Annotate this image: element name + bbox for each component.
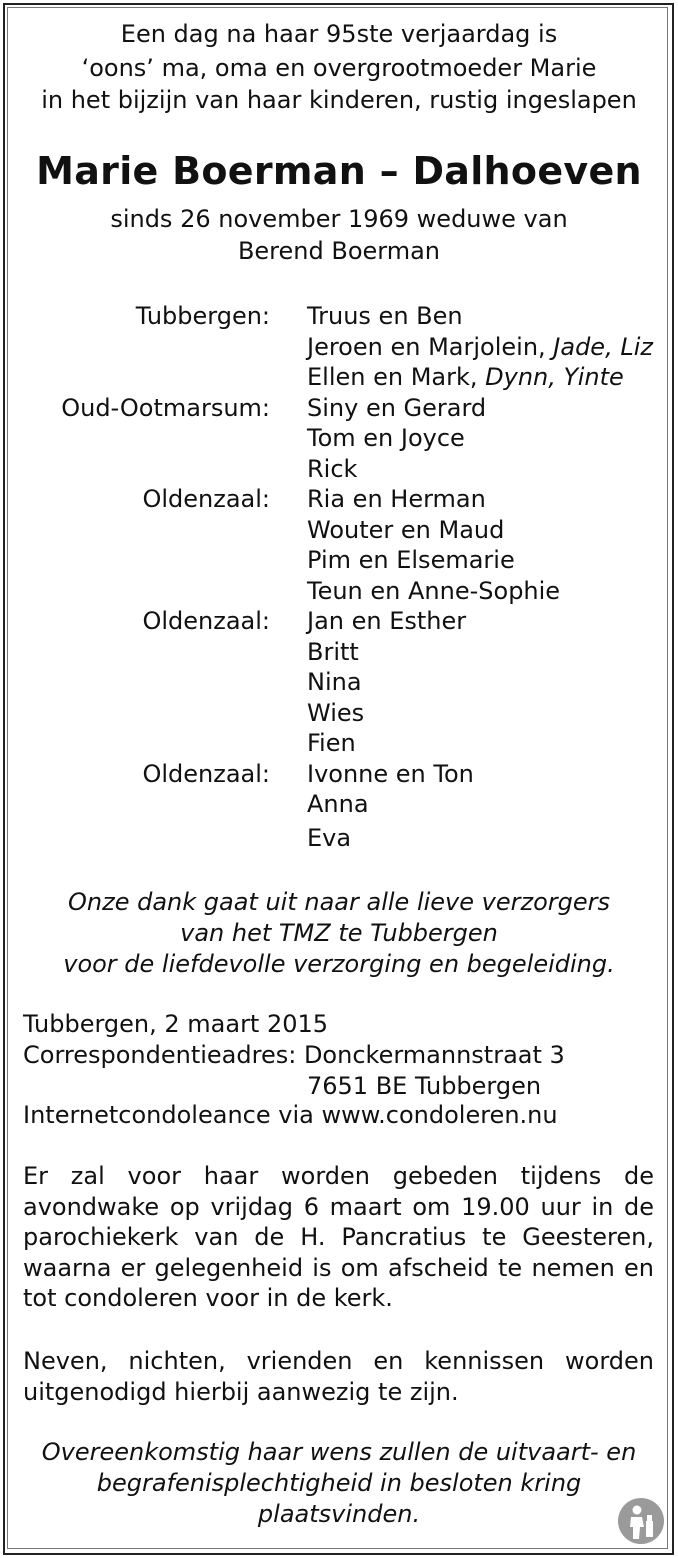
correspondence-line: [23, 1040, 565, 1070]
family-member-names: Anna: [307, 790, 369, 818]
family-member-names: Pim en Elsemarie: [307, 546, 515, 574]
family-member-names: Jeroen en Marjolein,: [307, 332, 554, 361]
intro-line-3: in het bijzijn van haar kinderen, rustig ingeslapen: [41, 86, 637, 114]
family-member: [307, 362, 624, 392]
family-member-names: Fien: [307, 729, 356, 757]
family-member-names: Tom en Joyce: [307, 424, 465, 452]
correspondence-street: Donckermannstraat 3: [303, 1041, 565, 1069]
invite-paragraph: Neven, nichten, vrienden en kennissen worden uitgenodigd hierbij aanwezig te zijn.: [23, 1347, 654, 1406]
correspondence-postal: 7651 BE Tubbergen: [307, 1072, 542, 1100]
condolence-line: Internetcondoleance via www.condoleren.nu: [23, 1101, 558, 1129]
family-member-names: Ria en Herman: [307, 485, 486, 513]
family-member-names: Wouter en Maud: [307, 515, 505, 544]
family-place: Oldenzaal:: [142, 485, 270, 513]
family-member: [307, 393, 486, 423]
family-place: Tubbergen:: [135, 302, 270, 330]
family-member-names: Wies: [307, 698, 365, 727]
family-member: [307, 515, 504, 545]
deceased-name: Marie Boerman – Dalhoeven: [36, 149, 642, 193]
family-place: Oud-Ootmarsum:: [61, 393, 270, 422]
family-member-names: Ellen en Mark,: [307, 363, 486, 391]
family-member: [307, 606, 466, 636]
family-member-names: Rick: [307, 454, 358, 483]
family-place: Oldenzaal:: [142, 759, 270, 788]
family-member: [307, 789, 369, 819]
family-member-names: Jan en Esther: [307, 607, 467, 635]
correspondence-label: Correspondentieadres:: [23, 1041, 304, 1069]
thanks-line-3: voor de liefdevolle verzorging en begeleiding.: [63, 950, 615, 978]
family-member: [307, 423, 465, 453]
family-member: [307, 637, 359, 667]
thanks-line-1: Onze dank gaat uit naar alle lieve verzorgers: [68, 888, 610, 916]
widow-line-1: sinds 26 november 1969 weduwe van: [110, 205, 568, 233]
family-member: [307, 545, 515, 575]
condoleren-logo-icon: [617, 1497, 665, 1545]
family-place: Oldenzaal:: [142, 607, 270, 635]
family-member: [307, 576, 560, 606]
vigil-paragraph: Er zal voor haar worden gebeden tijdens de avondwake op vrijdag 6 maart om 19.00 uur in de parochiekerk van de H. Pancratius te Geesteren, waarna er gelegenheid is om afscheid te nemen en tot condoleren voor in de kerk.: [23, 1162, 654, 1313]
family-member-names: Siny en Gerard: [307, 393, 487, 422]
widow-line-2: Berend Boerman: [237, 237, 441, 265]
family-member-names: Nina: [307, 668, 362, 696]
family-member-names: Ivonne en Ton: [307, 759, 474, 788]
family-member: [307, 667, 362, 697]
family-member-names: Britt: [307, 637, 359, 666]
family-member: [307, 728, 356, 758]
family-member-names: Truus en Ben: [307, 302, 463, 330]
family-member: [307, 823, 351, 853]
intro-line-1: Een dag na haar 95ste verjaardag is: [120, 20, 558, 48]
closing-paragraph: Overeenkomstig haar wens zullen de uitvaart- en begrafenisplechtigheid in besloten kring plaatsvinden.: [41, 1438, 637, 1528]
family-member: [307, 301, 463, 331]
family-member: [307, 332, 653, 362]
family-member-names: Eva: [307, 823, 352, 852]
thanks-line-2: van het TMZ te Tubbergen: [180, 919, 498, 947]
date-line: Tubbergen, 2 maart 2015: [23, 1010, 329, 1038]
family-member-names: Teun en Anne-Sophie: [307, 576, 561, 605]
family-member: [307, 698, 364, 728]
family-member: [307, 484, 486, 514]
family-member: [307, 759, 474, 789]
intro-line-2: ‘oons’ ma, oma en overgrootmoeder Marie: [81, 54, 597, 82]
family-member: [307, 454, 357, 484]
family-member-children: Jade, Liz: [553, 332, 653, 361]
family-member-children: Dynn, Yinte: [485, 363, 624, 391]
